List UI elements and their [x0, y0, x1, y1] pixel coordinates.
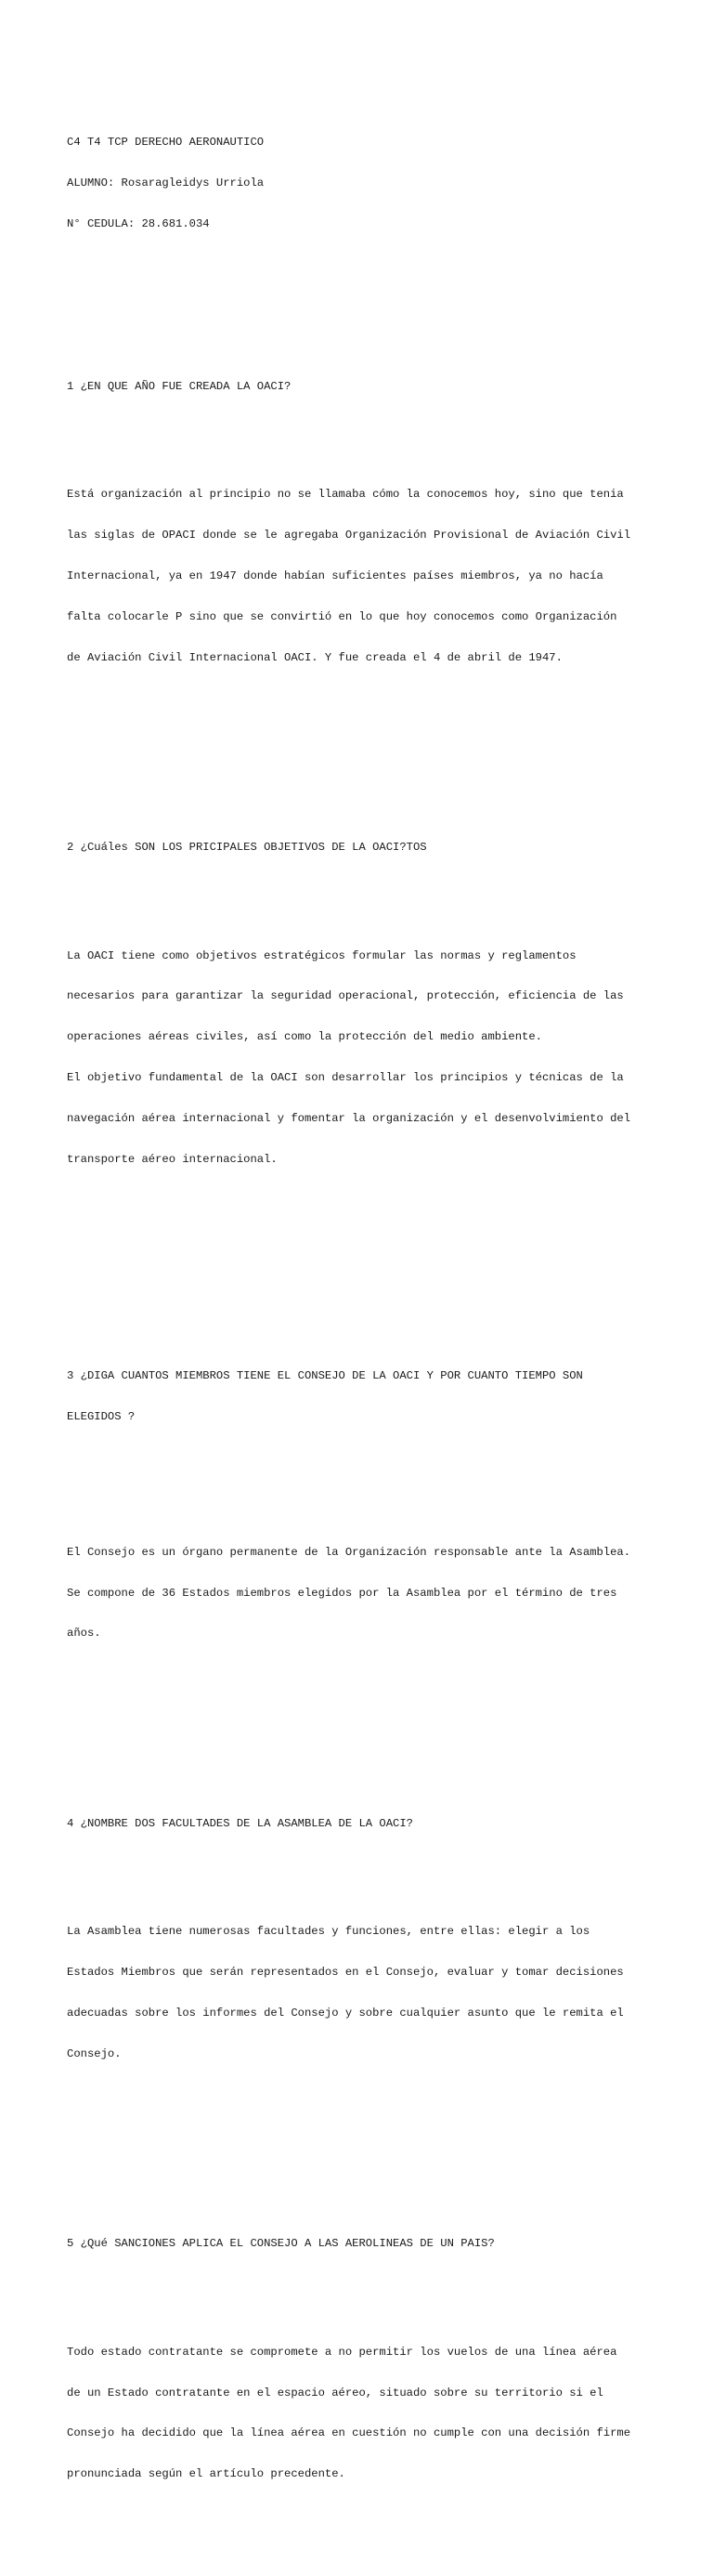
section-4: [67, 1789, 661, 2114]
answer-line: El objetivo fundamental de la OACI son desarrollar los principios y técnicas de la: [67, 1070, 624, 1084]
spacer: [67, 2142, 661, 2156]
answer-line: transporte aéreo internacional.: [67, 1152, 278, 1166]
document-body: [67, 68, 661, 2576]
answer-line: La OACI tiene como objetivos estratégicos formular las normas y reglamentos: [67, 948, 577, 962]
answer-line: El Consejo es un órgano permanente de la Organización responsable ante la Asamblea.: [67, 1545, 631, 1559]
answer-line: de Aviación Civil Internacional OACI. Y fue creada el 4 de abril de 1947.: [67, 650, 563, 664]
answer-line: adecuadas sobre los informes del Consejo y sobre cualquier asunto que le remita el: [67, 2006, 624, 2020]
answer-line: Internacional, ya en 1947 donde habían suficientes países miembros, ya no hacía: [67, 569, 603, 582]
section-1: [67, 352, 661, 718]
spacer: [67, 1248, 661, 1262]
course-title: C4 T4 TCP DERECHO AERONAUTICO: [67, 135, 265, 149]
id-number: N° CEDULA: 28.681.034: [67, 216, 210, 230]
section-2: [67, 814, 661, 1221]
spacer: [67, 285, 661, 299]
answer-line: años.: [67, 1627, 101, 1641]
answer-line: pronunciada según el artículo precedente.: [67, 2467, 345, 2481]
answer-line: Se compone de 36 Estados miembros elegidos por la Asamblea por el término de tres: [67, 1586, 617, 1600]
answer-line: La Asamblea tiene numerosas facultades y funciones, entre ellas: elegir a los: [67, 1925, 590, 1939]
spacer: [67, 882, 661, 896]
question-line: ELEGIDOS ?: [67, 1409, 136, 1423]
document-header: [67, 109, 661, 258]
section-3: [67, 1315, 661, 1695]
answer-5: [67, 2319, 661, 2508]
question-2: 2 ¿Cuáles SON LOS PRICIPALES OBJETIVOS DE LA OACI?TOS: [67, 840, 427, 854]
answer-line: operaciones aéreas civiles, así como la protección del medio ambiente.: [67, 1030, 542, 1044]
answer-line: falta colocarle P sino que se convirtió en lo que hoy conocemos como Organización: [67, 609, 617, 623]
answer-line: navegación aérea internacional y fomentar la organización y el desenvolvimiento del: [67, 1111, 631, 1125]
spacer: [67, 1721, 661, 1735]
spacer: [67, 420, 661, 434]
answer-4: [67, 1898, 661, 2087]
answer-line: las siglas de OPACI donde se le agregaba Organización Provisional de Aviación Civil: [67, 529, 631, 543]
spacer: [67, 746, 661, 760]
question-3: [67, 1342, 661, 1451]
question-line: 3 ¿DIGA CUANTOS MIEMBROS TIENE EL CONSEJO DE LA OACI Y POR CUANTO TIEMPO SON: [67, 1369, 583, 1382]
answer-line: Estados Miembros que serán representados en el Consejo, evaluar y tomar decisiones: [67, 1966, 624, 1980]
spacer: [67, 1857, 661, 1871]
answer-3: [67, 1519, 661, 1668]
question-1: 1 ¿EN QUE AÑO FUE CREADA LA OACI?: [67, 379, 292, 393]
answer-2: [67, 922, 661, 1193]
question-4: 4 ¿NOMBRE DOS FACULTADES DE LA ASAMBLEA DE LA OACI?: [67, 1816, 413, 1830]
section-5: [67, 2210, 661, 2535]
spacer: [67, 1478, 661, 1492]
student-name: ALUMNO: Rosaragleidys Urriola: [67, 176, 265, 190]
question-5: 5 ¿Qué SANCIONES APLICA EL CONSEJO A LAS AEROLINEAS DE UN PAIS?: [67, 2237, 495, 2250]
answer-line: Consejo ha decidido que la línea aérea en cuestión no cumple con una decisión firme: [67, 2426, 631, 2440]
answer-line: necesarios para garantizar la seguridad operacional, protección, eficiencia de las: [67, 989, 624, 1003]
answer-line: Está organización al principio no se llamaba cómo la conocemos hoy, sino que tenia: [67, 488, 624, 502]
answer-line: Consejo.: [67, 2046, 122, 2060]
answer-line: de un Estado contratante en el espacio aéreo, situado sobre su territorio si el: [67, 2386, 603, 2399]
answer-line: Todo estado contratante se compromete a no permitir los vuelos de una línea aérea: [67, 2345, 617, 2359]
spacer: [67, 2278, 661, 2292]
answer-1: [67, 461, 661, 691]
